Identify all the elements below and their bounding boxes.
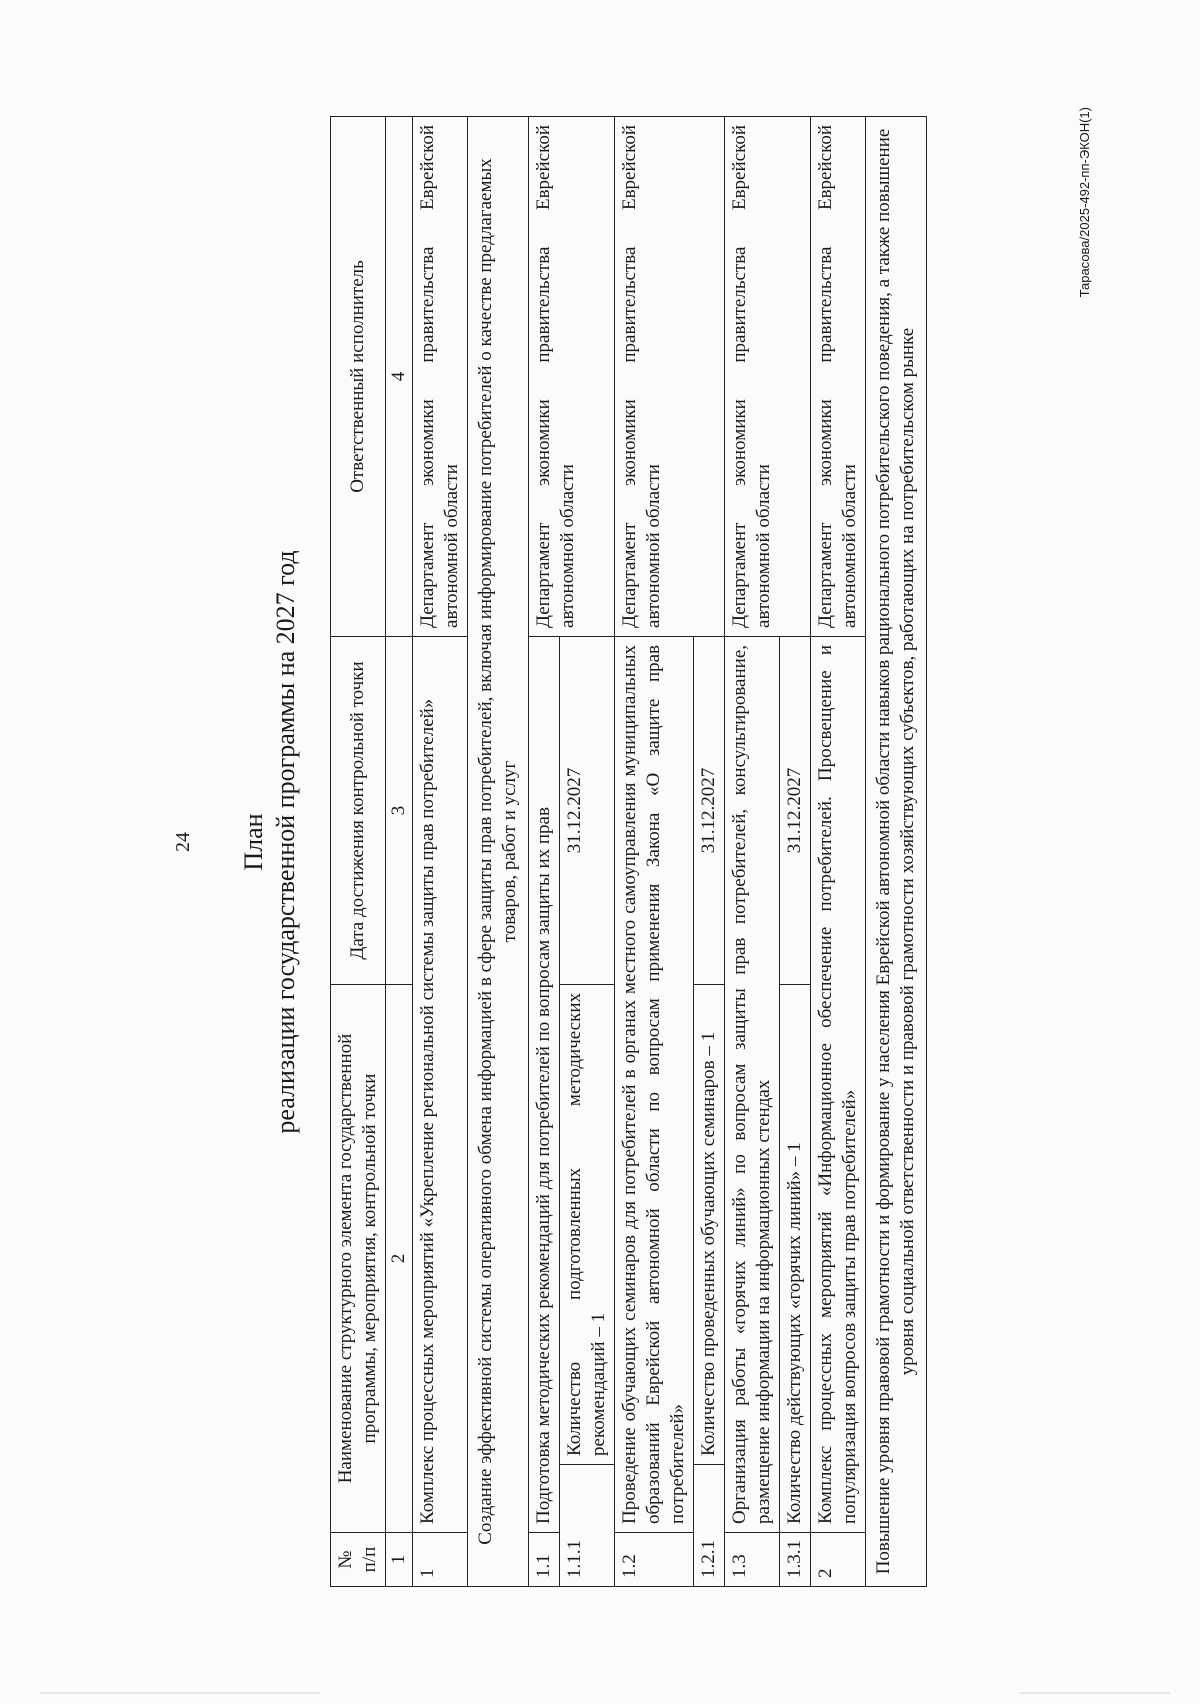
column-number-row: [386, 116, 413, 1586]
table-row: [811, 116, 866, 1586]
row-name: Подготовка методических рекомендаций для потребителей по вопросам защиты их прав: [529, 636, 560, 1532]
column-number: 4: [386, 116, 413, 636]
page-number: 24: [172, 832, 194, 852]
row-number: 1: [413, 1533, 468, 1587]
header-name: Наименование структурного элемента государственной программы, мероприятия, контрольной точки: [331, 984, 386, 1532]
document-sheet: [120, 87, 1092, 1597]
row-executor: Департамент экономики правительства Еврейской автономной области: [725, 116, 811, 636]
table-row: [615, 116, 694, 1586]
row-name: Организация работы «горячих линий» по вопросам защиты прав потребителей, консультирование, размещение информации на информационных стендах: [725, 636, 780, 1532]
table-row: [413, 116, 468, 1586]
document-code: Тарасова/2025-492-пп-ЭКОН(1): [1077, 107, 1092, 298]
row-executor: Департамент экономики правительства Еврейской автономной области: [811, 116, 866, 636]
row-date: 31.12.2027: [694, 636, 725, 984]
plan-title: [238, 87, 302, 1597]
row-number: 1.2.1: [694, 1465, 725, 1587]
column-number: 2: [386, 984, 413, 1532]
row-executor: Департамент экономики правительства Еврейской автономной области: [615, 116, 725, 636]
row-executor: Департамент экономики правительства Еврейской автономной области: [529, 116, 615, 636]
title-line-1: План: [239, 813, 268, 871]
row-number: 1.1.1: [560, 1465, 615, 1587]
row-number: 2: [811, 1533, 866, 1587]
row-number: 1.3: [725, 1533, 780, 1587]
row-date: 31.12.2027: [560, 636, 615, 984]
table-row: [529, 116, 560, 1586]
section-text: Создание эффективной системы оперативного обмена информацией в сфере защиты прав потребителей, включая информирование потребителей о качестве предлагаемых товаров, работ и услуг: [468, 116, 529, 1586]
row-name: Количество проведенных обучающих семинаров – 1: [694, 984, 725, 1464]
plan-table: [330, 116, 927, 1587]
section-text: Повышение уровня правовой грамотности и формирование у населения Еврейской автономной области навыков рационального потребительского поведения, а также повышение уровня социальной ответственности и правовой грамотности хозяйствующих субъектов, работающих на потребительском рынке: [866, 116, 927, 1586]
row-executor: Департамент экономики правительства Еврейской автономной области: [413, 116, 468, 636]
row-name: Количество подготовленных методических рекомендаций – 1: [560, 984, 615, 1464]
column-number: 3: [386, 636, 413, 984]
section-row: [866, 116, 927, 1586]
scan-edge-mark: [40, 1692, 320, 1694]
row-name: Проведение обучающих семинаров для потребителей в органах местного самоуправления муниципальных образований Еврейской автономной области по вопросам применения Закона «О защите прав потребителей»: [615, 636, 694, 1532]
row-name: Количество действующих «горячих линий» – 1: [780, 984, 811, 1532]
row-number: 1.1: [529, 1533, 560, 1587]
scan-edge-mark: [1020, 1692, 1170, 1694]
title-line-2: реализации государственной программы на 2027 год: [271, 550, 300, 1134]
row-date: 31.12.2027: [780, 636, 811, 984]
row-number: 1.3.1: [780, 1533, 811, 1587]
column-number: 1: [386, 1533, 413, 1587]
row-name: Комплекс процессных мероприятий «Информационное обеспечение потребителей. Просвещение и популяризация вопросов защиты прав потребителей»: [811, 636, 866, 1532]
section-row: [468, 116, 529, 1586]
row-name: Комплекс процессных мероприятий «Укрепление региональной системы защиты прав потребителей»: [413, 636, 468, 1532]
header-date: Дата достижения контрольной точки: [331, 636, 386, 984]
row-number: 1.2: [615, 1533, 694, 1587]
table-header-row: [331, 116, 386, 1586]
header-number: № п/п: [331, 1533, 386, 1587]
header-executor: Ответственный исполнитель: [331, 116, 386, 636]
table-row: [725, 116, 780, 1586]
